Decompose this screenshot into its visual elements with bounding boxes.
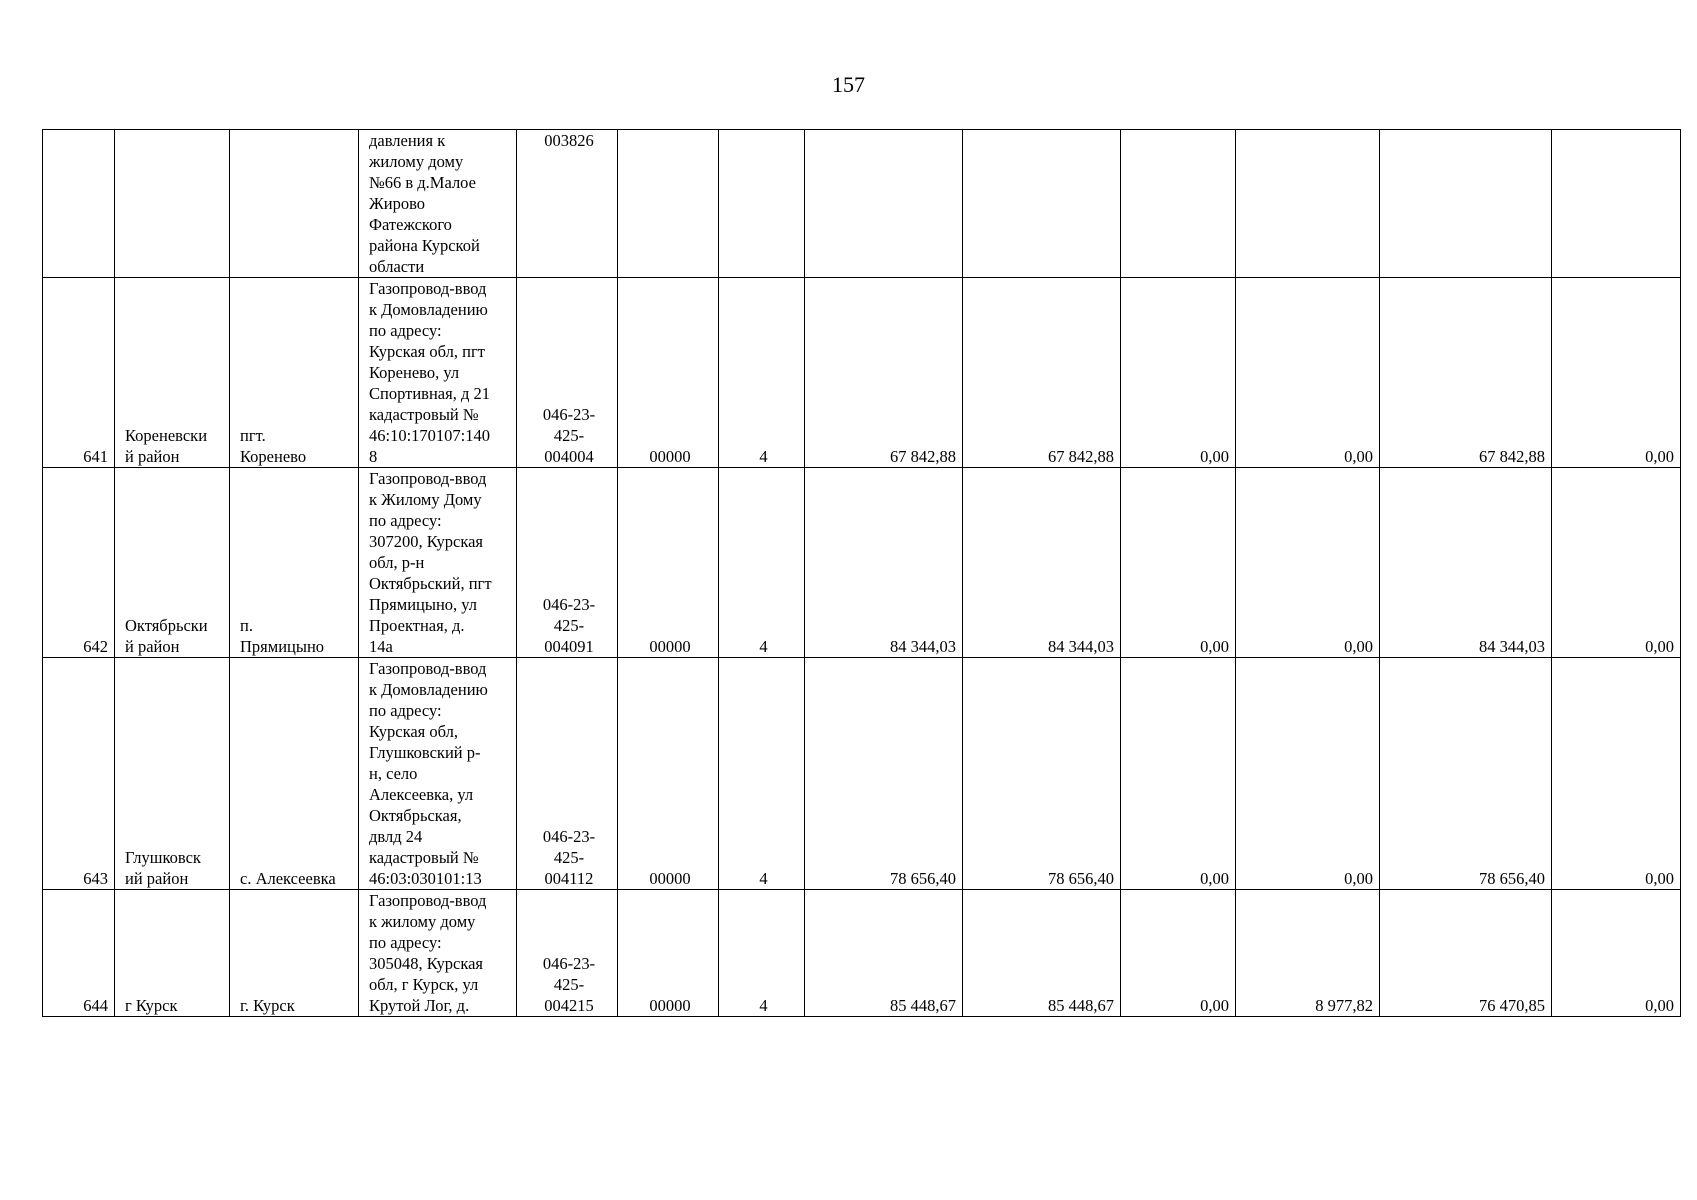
cell-amount2: 0,00 [1121, 278, 1236, 468]
cell-number: 641 [43, 278, 115, 468]
cell-settlement: п. Прямицыно [230, 468, 359, 658]
cell-total: 67 842,88 [805, 278, 963, 468]
cell-code: 003826 [517, 130, 618, 278]
cell-total: 84 344,03 [805, 468, 963, 658]
cell-district: г Курск [115, 890, 230, 1017]
cell-code2 [618, 130, 719, 278]
cell-amount5 [1552, 130, 1681, 278]
cell-amount2: 0,00 [1121, 890, 1236, 1017]
cell-amount2: 0,00 [1121, 468, 1236, 658]
cell-qty: 4 [719, 658, 805, 890]
cell-settlement: г. Курск [230, 890, 359, 1017]
cell-amount2: 0,00 [1121, 658, 1236, 890]
cell-number: 644 [43, 890, 115, 1017]
cell-amount3: 8 977,82 [1236, 890, 1380, 1017]
cell-settlement [230, 130, 359, 278]
cell-qty: 4 [719, 278, 805, 468]
cell-amount1: 78 656,40 [963, 658, 1121, 890]
cell-district: Октябрьски й район [115, 468, 230, 658]
cell-description: Газопровод-ввод к Домовладению по адресу: Курская обл, пгт Коренево, ул Спортивная, д 21 кадастровый № 46:10:170107:140 8 [359, 278, 517, 468]
cell-district: Глушковск ий район [115, 658, 230, 890]
cell-settlement: с. Алексеевка [230, 658, 359, 890]
cell-district [115, 130, 230, 278]
cell-amount1: 85 448,67 [963, 890, 1121, 1017]
cell-amount5: 0,00 [1552, 658, 1681, 890]
cell-code2: 00000 [618, 890, 719, 1017]
cell-settlement: пгт. Коренево [230, 278, 359, 468]
cell-amount3: 0,00 [1236, 278, 1380, 468]
table-row [43, 468, 1681, 658]
cell-description: давления к жилому дому №66 в д.Малое Жирово Фатежского района Курской области [359, 130, 517, 278]
table-row [43, 278, 1681, 468]
cell-amount3 [1236, 130, 1380, 278]
cell-qty [719, 130, 805, 278]
cell-amount2 [1121, 130, 1236, 278]
registry-table [42, 129, 1681, 1017]
cell-amount3: 0,00 [1236, 658, 1380, 890]
cell-code2: 00000 [618, 658, 719, 890]
cell-total [805, 130, 963, 278]
cell-code2: 00000 [618, 468, 719, 658]
cell-total: 85 448,67 [805, 890, 963, 1017]
cell-amount3: 0,00 [1236, 468, 1380, 658]
cell-amount1: 67 842,88 [963, 278, 1121, 468]
cell-code2: 00000 [618, 278, 719, 468]
cell-amount4: 67 842,88 [1380, 278, 1552, 468]
cell-description: Газопровод-ввод к Жилому Дому по адресу: 307200, Курская обл, р-н Октябрьский, пгт Прямицыно, ул Проектная, д. 14а [359, 468, 517, 658]
cell-amount4: 78 656,40 [1380, 658, 1552, 890]
cell-code: 046-23- 425- 004215 [517, 890, 618, 1017]
cell-code: 046-23- 425- 004091 [517, 468, 618, 658]
page-number: 157 [832, 72, 865, 97]
cell-total: 78 656,40 [805, 658, 963, 890]
cell-code: 046-23- 425- 004112 [517, 658, 618, 890]
cell-number: 643 [43, 658, 115, 890]
cell-amount1 [963, 130, 1121, 278]
table-row [43, 658, 1681, 890]
cell-description: Газопровод-ввод к жилому дому по адресу: 305048, Курская обл, г Курск, ул Крутой Лог, д. [359, 890, 517, 1017]
cell-description: Газопровод-ввод к Домовладению по адресу: Курская обл, Глушковский р- н, село Алексеевка, ул Октябрьская, двлд 24 кадастровый № 46:03:030101:13 [359, 658, 517, 890]
cell-qty: 4 [719, 890, 805, 1017]
cell-district: Кореневски й район [115, 278, 230, 468]
table-row [43, 130, 1681, 278]
cell-amount5: 0,00 [1552, 278, 1681, 468]
cell-number: 642 [43, 468, 115, 658]
cell-code: 046-23- 425- 004004 [517, 278, 618, 468]
table-row [43, 890, 1681, 1017]
cell-number [43, 130, 115, 278]
cell-amount4: 84 344,03 [1380, 468, 1552, 658]
cell-amount1: 84 344,03 [963, 468, 1121, 658]
cell-qty: 4 [719, 468, 805, 658]
cell-amount5: 0,00 [1552, 468, 1681, 658]
cell-amount5: 0,00 [1552, 890, 1681, 1017]
cell-amount4 [1380, 130, 1552, 278]
cell-amount4: 76 470,85 [1380, 890, 1552, 1017]
